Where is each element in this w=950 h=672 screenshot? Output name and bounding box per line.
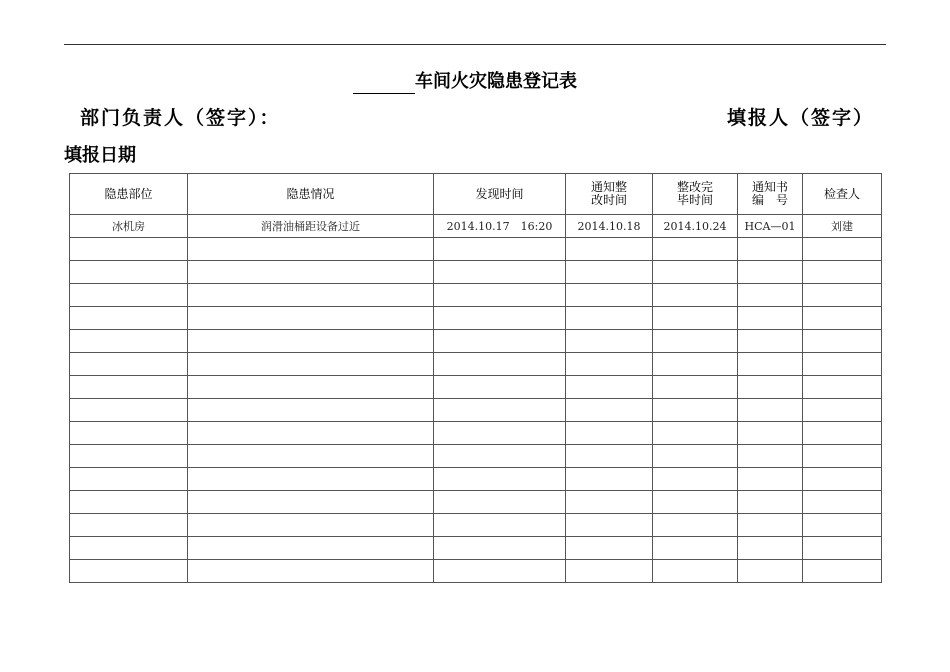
table-row [70, 399, 882, 422]
cell-notice-number [738, 422, 803, 445]
cell-notice-number [738, 399, 803, 422]
table-body [70, 215, 882, 583]
cell-description [188, 353, 434, 376]
cell-notice-number [738, 330, 803, 353]
cell-notice-number [738, 560, 803, 583]
cell-found-time [434, 376, 566, 399]
cell-description [188, 330, 434, 353]
cell-found-time [434, 491, 566, 514]
cell-notice-time [566, 445, 653, 468]
cell-description [188, 560, 434, 583]
cell-location [70, 468, 188, 491]
cell-description [188, 399, 434, 422]
title-text: 车间火灾隐患登记表 [415, 71, 577, 92]
table-row [70, 215, 882, 238]
cell-notice-number [738, 284, 803, 307]
top-rule [64, 44, 886, 45]
cell-location [70, 307, 188, 330]
cell-notice-time [566, 491, 653, 514]
cell-found-time [434, 514, 566, 537]
cell-location [70, 491, 188, 514]
cell-description [188, 284, 434, 307]
cell-notice-number [738, 307, 803, 330]
cell-completion-time [653, 353, 738, 376]
cell-completion-time: 2014.10.24 [653, 215, 738, 238]
cell-notice-time [566, 261, 653, 284]
cell-notice-number [738, 445, 803, 468]
cell-location [70, 261, 188, 284]
cell-completion-time [653, 445, 738, 468]
header-inspector: 检查人 [803, 174, 882, 215]
cell-notice-number: HCA—01 [738, 215, 803, 238]
table-row [70, 376, 882, 399]
cell-completion-time [653, 468, 738, 491]
cell-location [70, 238, 188, 261]
table-row [70, 261, 882, 284]
cell-notice-time [566, 307, 653, 330]
cell-notice-number [738, 376, 803, 399]
cell-inspector [803, 238, 882, 261]
cell-inspector [803, 514, 882, 537]
cell-description [188, 238, 434, 261]
table-row [70, 491, 882, 514]
cell-description [188, 491, 434, 514]
cell-found-time: 2014.10.17 16:20 [434, 215, 566, 238]
hazard-register-table [69, 173, 882, 583]
cell-completion-time [653, 238, 738, 261]
cell-inspector: 刘建 [803, 215, 882, 238]
cell-notice-time [566, 284, 653, 307]
cell-notice-time [566, 514, 653, 537]
cell-completion-time [653, 560, 738, 583]
cell-location [70, 376, 188, 399]
cell-notice-time [566, 468, 653, 491]
cell-found-time [434, 330, 566, 353]
table-row [70, 537, 882, 560]
header-notice-time: 通知整 改时间 [566, 174, 653, 215]
reporter-signature-label: 填报人（签字） [727, 107, 875, 129]
cell-completion-time [653, 491, 738, 514]
cell-inspector [803, 376, 882, 399]
cell-completion-time [653, 422, 738, 445]
report-date-label: 填报日期 [64, 145, 136, 166]
cell-completion-time [653, 537, 738, 560]
table-row [70, 514, 882, 537]
cell-location [70, 422, 188, 445]
cell-inspector [803, 284, 882, 307]
cell-inspector [803, 468, 882, 491]
cell-location [70, 537, 188, 560]
cell-found-time [434, 468, 566, 491]
cell-inspector [803, 445, 882, 468]
cell-description [188, 445, 434, 468]
cell-completion-time [653, 376, 738, 399]
table-row [70, 307, 882, 330]
cell-completion-time [653, 284, 738, 307]
cell-notice-time [566, 238, 653, 261]
cell-inspector [803, 261, 882, 284]
cell-description [188, 537, 434, 560]
cell-location [70, 284, 188, 307]
cell-notice-number [738, 514, 803, 537]
cell-notice-time [566, 353, 653, 376]
cell-found-time [434, 537, 566, 560]
table-row [70, 560, 882, 583]
cell-description [188, 514, 434, 537]
cell-inspector [803, 422, 882, 445]
table-header-row [70, 174, 882, 215]
cell-notice-time [566, 560, 653, 583]
cell-inspector [803, 491, 882, 514]
cell-description: 润滑油桶距设备过近 [188, 215, 434, 238]
cell-found-time [434, 307, 566, 330]
header-notice-number: 通知书 编 号 [738, 174, 803, 215]
cell-inspector [803, 307, 882, 330]
cell-inspector [803, 537, 882, 560]
table-row [70, 445, 882, 468]
cell-location: 冰机房 [70, 215, 188, 238]
cell-completion-time [653, 261, 738, 284]
header-completion-time: 整改完 毕时间 [653, 174, 738, 215]
cell-found-time [434, 353, 566, 376]
cell-location [70, 353, 188, 376]
cell-completion-time [653, 330, 738, 353]
title-blank-line [353, 73, 415, 94]
cell-notice-number [738, 238, 803, 261]
cell-found-time [434, 445, 566, 468]
cell-notice-time: 2014.10.18 [566, 215, 653, 238]
cell-found-time [434, 560, 566, 583]
cell-inspector [803, 353, 882, 376]
cell-description [188, 307, 434, 330]
cell-location [70, 445, 188, 468]
cell-completion-time [653, 399, 738, 422]
header-hazard-description: 隐患情况 [188, 174, 434, 215]
cell-inspector [803, 330, 882, 353]
cell-description [188, 261, 434, 284]
cell-notice-time [566, 399, 653, 422]
form-title [353, 70, 577, 94]
table-row [70, 422, 882, 445]
cell-completion-time [653, 307, 738, 330]
cell-description [188, 468, 434, 491]
cell-notice-time [566, 376, 653, 399]
dept-head-signature-label: 部门负责人（签字）： [80, 107, 281, 129]
header-found-time: 发现时间 [434, 174, 566, 215]
cell-inspector [803, 560, 882, 583]
cell-notice-number [738, 353, 803, 376]
table-row [70, 468, 882, 491]
cell-description [188, 422, 434, 445]
table-row [70, 238, 882, 261]
header-hazard-location: 隐患部位 [70, 174, 188, 215]
cell-location [70, 330, 188, 353]
cell-description [188, 376, 434, 399]
cell-found-time [434, 399, 566, 422]
cell-notice-number [738, 491, 803, 514]
cell-notice-number [738, 261, 803, 284]
cell-notice-number [738, 537, 803, 560]
table-row [70, 284, 882, 307]
cell-location [70, 514, 188, 537]
cell-found-time [434, 261, 566, 284]
cell-inspector [803, 399, 882, 422]
cell-notice-time [566, 537, 653, 560]
cell-notice-number [738, 468, 803, 491]
cell-location [70, 560, 188, 583]
cell-notice-time [566, 330, 653, 353]
cell-completion-time [653, 514, 738, 537]
cell-notice-time [566, 422, 653, 445]
table-row [70, 330, 882, 353]
cell-found-time [434, 422, 566, 445]
cell-location [70, 399, 188, 422]
cell-found-time [434, 284, 566, 307]
table-row [70, 353, 882, 376]
cell-found-time [434, 238, 566, 261]
